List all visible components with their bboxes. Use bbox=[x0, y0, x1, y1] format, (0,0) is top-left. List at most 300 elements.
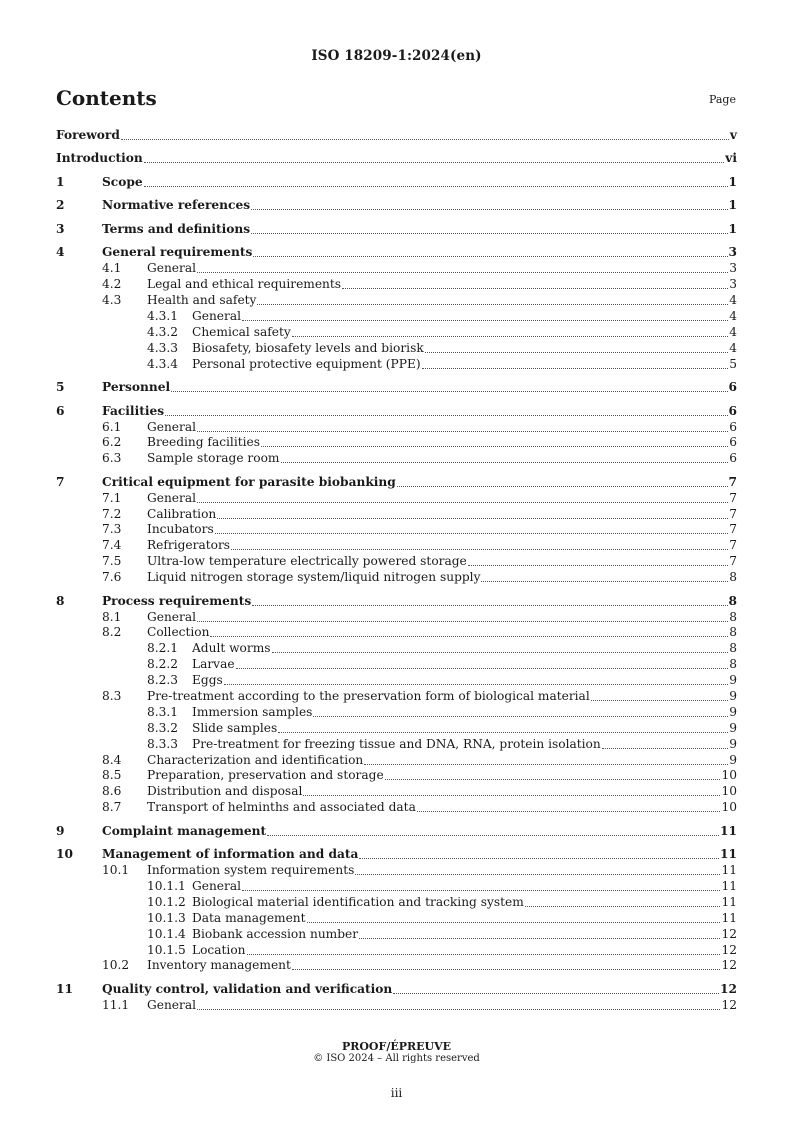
toc-entry-title[interactable]: Personnel bbox=[102, 380, 171, 395]
toc-entry-page[interactable]: 11 bbox=[720, 823, 737, 838]
toc-entry-page[interactable]: 6 bbox=[729, 451, 737, 466]
toc-entry-title[interactable]: Distribution and disposal bbox=[147, 784, 303, 799]
toc-entry-number: 4.3.2 bbox=[147, 324, 179, 339]
toc-entry[interactable] bbox=[56, 222, 737, 238]
toc-entry-page[interactable]: 9 bbox=[729, 673, 737, 688]
toc-entry-page[interactable]: 9 bbox=[729, 736, 737, 751]
toc-entry-line bbox=[147, 491, 737, 507]
toc-entry-line bbox=[102, 847, 737, 863]
toc-entry-line bbox=[147, 784, 737, 800]
toc-entry-page[interactable]: 9 bbox=[729, 752, 737, 767]
toc-entry[interactable] bbox=[56, 705, 737, 721]
toc-entry-line bbox=[192, 657, 737, 673]
toc-entry-number: 6.2 bbox=[102, 435, 122, 450]
toc-entry-page[interactable]: 4 bbox=[729, 340, 737, 355]
toc-entry-title[interactable]: General bbox=[192, 878, 241, 893]
toc-entry-line bbox=[102, 982, 737, 998]
toc-entry-number: 8.3.1 bbox=[147, 704, 179, 719]
toc-entry-page[interactable]: vi bbox=[725, 151, 737, 166]
toc-entry-page[interactable]: 12 bbox=[721, 958, 737, 973]
toc-entry-page[interactable]: 7 bbox=[729, 554, 737, 569]
toc-entry-title[interactable]: Personal protective equipment (PPE) bbox=[192, 356, 421, 371]
toc-entry-line bbox=[102, 824, 737, 840]
toc-entry-line bbox=[192, 641, 737, 657]
toc-entry-title[interactable]: Location bbox=[192, 942, 246, 957]
toc-entry[interactable] bbox=[56, 277, 737, 293]
toc-dot-leader bbox=[422, 357, 729, 369]
toc-entry-page[interactable]: 10 bbox=[721, 800, 737, 815]
toc-entry[interactable] bbox=[56, 404, 737, 420]
toc-entry[interactable] bbox=[56, 554, 737, 570]
proof-label: PROOF/ÉPREUVE bbox=[341, 1040, 452, 1053]
toc-entry-line bbox=[192, 927, 737, 943]
toc-entry-title[interactable]: General bbox=[147, 490, 196, 505]
toc-entry-title[interactable]: Foreword bbox=[56, 128, 120, 142]
toc-entry[interactable] bbox=[56, 689, 737, 705]
toc-entry-number: 6 bbox=[56, 403, 65, 418]
toc-entry[interactable] bbox=[56, 998, 737, 1014]
toc-dot-leader bbox=[417, 800, 721, 812]
toc-entry-title[interactable]: General bbox=[147, 609, 196, 624]
toc-entry-number: 8.2.2 bbox=[147, 657, 179, 672]
toc-entry-title[interactable]: Information system requirements bbox=[147, 863, 355, 878]
toc-entry[interactable] bbox=[56, 737, 737, 753]
toc-entry-number: 10.1.1 bbox=[147, 878, 186, 893]
toc-entry-page[interactable]: 4 bbox=[729, 308, 737, 323]
toc-entry-page[interactable]: 7 bbox=[728, 474, 737, 489]
toc-dot-leader bbox=[281, 451, 729, 463]
toc-entry-title[interactable]: Health and safety bbox=[147, 293, 257, 308]
toc-entry-title[interactable]: Pre-treatment for freezing tissue and DNA, RNA, protein isolation bbox=[192, 736, 601, 751]
copyright-notice: © ISO 2024 – All rights reserved bbox=[313, 1053, 480, 1064]
toc-dot-leader bbox=[210, 625, 728, 637]
toc-entry[interactable] bbox=[56, 151, 737, 167]
toc-entry[interactable] bbox=[56, 895, 737, 911]
toc-dot-leader bbox=[385, 768, 721, 780]
toc-dot-leader bbox=[359, 927, 720, 939]
toc-dot-leader bbox=[197, 420, 728, 432]
toc-dot-leader bbox=[251, 222, 727, 234]
toc-entry-page[interactable]: 11 bbox=[721, 910, 737, 925]
toc-entry[interactable] bbox=[56, 610, 737, 626]
toc-entry-page[interactable]: 7 bbox=[729, 490, 737, 505]
toc-entry-number: 10 bbox=[56, 847, 73, 862]
toc-entry-number: 4.2 bbox=[102, 277, 122, 292]
toc-entry-title[interactable]: Refrigerators bbox=[147, 538, 231, 553]
toc-dot-leader bbox=[252, 594, 727, 606]
toc-dot-leader bbox=[215, 522, 729, 534]
toc-entry-line bbox=[147, 768, 737, 784]
toc-entry-number: 7 bbox=[56, 474, 65, 489]
toc-entry-number: 8 bbox=[56, 593, 65, 608]
toc-entry-number: 8.1 bbox=[102, 609, 122, 624]
toc-dot-leader bbox=[121, 128, 729, 140]
toc-entry-page[interactable]: 1 bbox=[728, 174, 737, 189]
toc-entry-line bbox=[102, 175, 737, 191]
toc-entry-page[interactable]: 8 bbox=[729, 657, 737, 672]
toc-dot-leader bbox=[144, 151, 724, 163]
toc-entry[interactable] bbox=[56, 435, 737, 451]
toc-entry-title[interactable]: Liquid nitrogen storage system/liquid nitrogen supply bbox=[147, 570, 481, 585]
toc-entry-number: 8.3 bbox=[102, 688, 122, 703]
toc-entry-number: 3 bbox=[56, 221, 65, 236]
toc-entry-line bbox=[147, 522, 737, 538]
toc-dot-leader bbox=[253, 245, 727, 257]
toc-entry-line bbox=[102, 245, 737, 261]
toc-entry-title[interactable]: Ultra-low temperature electrically powered storage bbox=[147, 554, 467, 569]
toc-entry-number: 8.2 bbox=[102, 625, 122, 640]
toc-dot-leader bbox=[591, 689, 729, 701]
toc-entry-page[interactable]: 4 bbox=[729, 324, 737, 339]
toc-entry[interactable] bbox=[56, 721, 737, 737]
toc-entry-number: 8.2.1 bbox=[147, 641, 179, 656]
toc-entry-title[interactable]: Terms and definitions bbox=[102, 221, 251, 236]
toc-entry-page[interactable]: 6 bbox=[729, 419, 737, 434]
toc-entry-title[interactable]: Complaint management bbox=[102, 823, 267, 838]
toc-entry-title[interactable]: General bbox=[147, 419, 196, 434]
toc-entry-title[interactable]: Eggs bbox=[192, 673, 223, 688]
toc-entry-number: 6.1 bbox=[102, 419, 122, 434]
toc-entry-number: 8.5 bbox=[102, 768, 122, 783]
toc-entry-number: 7.2 bbox=[102, 506, 122, 521]
toc-entry-line bbox=[147, 753, 737, 769]
toc-entry[interactable] bbox=[56, 927, 737, 943]
toc-entry-title[interactable]: Sample storage room bbox=[147, 451, 280, 466]
toc-entry-title[interactable]: Biological material identification and tracking system bbox=[192, 894, 524, 909]
toc-entry-title[interactable]: Pre-treatment according to the preservation form of biological material bbox=[147, 688, 590, 703]
toc-entry-number: 7.6 bbox=[102, 570, 122, 585]
toc-entry-line bbox=[192, 943, 737, 959]
toc-entry-page[interactable]: 7 bbox=[729, 506, 737, 521]
toc-entry-number: 7.4 bbox=[102, 538, 122, 553]
toc-entry-number: 4 bbox=[56, 245, 65, 260]
toc-entry-number: 8.3.3 bbox=[147, 736, 179, 751]
toc-entry[interactable] bbox=[56, 309, 737, 325]
toc-entry-line bbox=[192, 357, 737, 373]
toc-entry-page[interactable]: 8 bbox=[729, 641, 737, 656]
toc-dot-leader bbox=[359, 847, 719, 859]
toc-entry[interactable] bbox=[56, 380, 737, 396]
toc-entry-title[interactable]: Slide samples bbox=[192, 720, 278, 735]
toc-entry-line bbox=[192, 341, 737, 357]
toc-dot-leader bbox=[231, 538, 728, 550]
toc-entry-line bbox=[56, 128, 737, 144]
toc-entry-line bbox=[147, 277, 737, 293]
toc-entry-title[interactable]: Breeding facilities bbox=[147, 435, 260, 450]
toc-entry[interactable] bbox=[56, 800, 737, 816]
toc-entry-line bbox=[147, 507, 737, 523]
toc-dot-leader bbox=[602, 737, 728, 749]
toc-entry-line bbox=[147, 554, 737, 570]
toc-entry-page[interactable]: 11 bbox=[720, 847, 737, 862]
toc-entry-title[interactable]: General bbox=[147, 261, 196, 276]
toc-entry-page[interactable]: 9 bbox=[729, 688, 737, 703]
toc-entry-title[interactable]: Inventory management bbox=[147, 958, 291, 973]
toc-entry-line bbox=[192, 911, 737, 927]
toc-entry-number: 10.2 bbox=[102, 958, 130, 973]
toc-entry-title[interactable]: Biosafety, biosafety levels and biorisk bbox=[192, 340, 424, 355]
toc-entry-line bbox=[147, 625, 737, 641]
toc-entry-page[interactable]: 1 bbox=[728, 198, 737, 213]
toc-entry-number: 11.1 bbox=[102, 997, 130, 1012]
toc-entry-line bbox=[192, 721, 737, 737]
toc-entry[interactable] bbox=[56, 982, 737, 998]
toc-entry-page[interactable]: 3 bbox=[729, 261, 737, 276]
toc-entry[interactable] bbox=[56, 420, 737, 436]
toc-entry-number: 7.1 bbox=[102, 490, 122, 505]
toc-dot-leader bbox=[481, 570, 728, 582]
toc-entry-number: 2 bbox=[56, 198, 65, 213]
page-number: iii bbox=[390, 1086, 403, 1100]
toc-dot-leader bbox=[242, 309, 728, 321]
toc-entry-title[interactable]: Critical equipment for parasite biobanking bbox=[102, 474, 396, 489]
toc-dot-leader bbox=[303, 784, 720, 796]
toc-entry-page[interactable]: 10 bbox=[721, 784, 737, 799]
toc-entry-line bbox=[147, 420, 737, 436]
toc-entry-title[interactable]: Facilities bbox=[102, 403, 165, 418]
toc-entry[interactable] bbox=[56, 325, 737, 341]
toc-entry-title[interactable]: Larvae bbox=[192, 657, 235, 672]
toc-entry-page[interactable]: 8 bbox=[729, 625, 737, 640]
toc-entry[interactable] bbox=[56, 594, 737, 610]
toc-entry[interactable] bbox=[56, 522, 737, 538]
toc-entry-title[interactable]: Normative references bbox=[102, 198, 251, 213]
toc-entry-number: 4.3.4 bbox=[147, 356, 179, 371]
toc-entry-page[interactable]: 12 bbox=[721, 926, 737, 941]
toc-entry-number: 8.6 bbox=[102, 784, 122, 799]
toc-entry[interactable] bbox=[56, 768, 737, 784]
toc-entry-line bbox=[102, 475, 737, 491]
toc-entry-title[interactable]: Preparation, preservation and storage bbox=[147, 768, 384, 783]
toc-entry-page[interactable]: 3 bbox=[729, 277, 737, 292]
toc-entry-title[interactable]: Adult worms bbox=[192, 641, 271, 656]
toc-entry-number: 6.3 bbox=[102, 451, 122, 466]
toc-entry-page[interactable]: 9 bbox=[729, 704, 737, 719]
toc-entry-page[interactable]: 9 bbox=[729, 720, 737, 735]
toc-dot-leader bbox=[261, 435, 728, 447]
toc-entry-title[interactable]: Quality control, validation and verification bbox=[102, 981, 393, 996]
toc-entry-page[interactable]: 8 bbox=[728, 593, 737, 608]
toc-entry[interactable] bbox=[56, 958, 737, 974]
toc-entry[interactable] bbox=[56, 943, 737, 959]
toc-dot-leader bbox=[425, 341, 729, 353]
toc-entry[interactable] bbox=[56, 198, 737, 214]
toc-entry-title[interactable]: Immersion samples bbox=[192, 704, 313, 719]
page-title: Contents bbox=[56, 86, 157, 110]
table-of-contents bbox=[56, 128, 737, 1014]
toc-entry-page[interactable]: 7 bbox=[729, 538, 737, 553]
toc-entry-line bbox=[147, 435, 737, 451]
toc-entry-page[interactable]: 6 bbox=[728, 380, 737, 395]
toc-entry-page[interactable]: 11 bbox=[721, 894, 737, 909]
toc-entry-line bbox=[102, 198, 737, 214]
toc-entry[interactable] bbox=[56, 475, 737, 491]
toc-dot-leader bbox=[171, 380, 727, 392]
toc-entry-title[interactable]: Scope bbox=[102, 174, 143, 189]
toc-entry-number: 10.1.5 bbox=[147, 942, 186, 957]
toc-entry-page[interactable]: 4 bbox=[729, 293, 737, 308]
toc-entry-page[interactable]: 11 bbox=[721, 878, 737, 893]
toc-entry-page[interactable]: 8 bbox=[729, 609, 737, 624]
toc-entry-line bbox=[192, 705, 737, 721]
toc-dot-leader bbox=[217, 507, 728, 519]
toc-entry-line bbox=[192, 879, 737, 895]
toc-entry-number: 10.1.4 bbox=[147, 926, 186, 941]
toc-entry-page[interactable]: 10 bbox=[721, 768, 737, 783]
toc-entry-line bbox=[147, 998, 737, 1014]
toc-entry-number: 8.2.3 bbox=[147, 673, 179, 688]
toc-entry[interactable] bbox=[56, 625, 737, 641]
toc-entry-page[interactable]: v bbox=[729, 128, 737, 142]
toc-entry[interactable] bbox=[56, 657, 737, 673]
toc-dot-leader bbox=[197, 261, 728, 273]
toc-entry-line bbox=[147, 261, 737, 277]
toc-entry-title[interactable]: Legal and ethical requirements bbox=[147, 277, 342, 292]
document-header: ISO 18209-1:2024(en) bbox=[311, 48, 482, 64]
toc-dot-leader bbox=[144, 175, 728, 187]
toc-entry[interactable] bbox=[56, 673, 737, 689]
toc-entry-title[interactable]: Chemical safety bbox=[192, 324, 291, 339]
toc-entry-title[interactable]: Data management bbox=[192, 910, 306, 925]
toc-entry[interactable] bbox=[56, 507, 737, 523]
toc-entry[interactable] bbox=[56, 847, 737, 863]
toc-entry-title[interactable]: Incubators bbox=[147, 522, 214, 537]
toc-entry-title[interactable]: General bbox=[192, 308, 241, 323]
toc-entry-number: 4.3 bbox=[102, 293, 122, 308]
toc-entry[interactable] bbox=[56, 128, 737, 144]
toc-entry-title[interactable]: Biobank accession number bbox=[192, 926, 359, 941]
toc-entry[interactable] bbox=[56, 753, 737, 769]
toc-entry[interactable] bbox=[56, 824, 737, 840]
toc-dot-leader bbox=[393, 982, 719, 994]
toc-entry-page[interactable]: 11 bbox=[721, 863, 737, 878]
toc-dot-leader bbox=[313, 705, 728, 717]
toc-dot-leader bbox=[236, 657, 729, 669]
toc-dot-leader bbox=[364, 753, 728, 765]
toc-entry-number: 5 bbox=[56, 380, 65, 395]
toc-dot-leader bbox=[242, 879, 720, 891]
toc-dot-leader bbox=[355, 863, 720, 875]
toc-entry-line bbox=[147, 689, 737, 705]
toc-entry-number: 11 bbox=[56, 981, 73, 996]
toc-dot-leader bbox=[257, 293, 728, 305]
toc-entry[interactable] bbox=[56, 784, 737, 800]
toc-entry-line bbox=[102, 380, 737, 396]
toc-dot-leader bbox=[342, 277, 728, 289]
toc-entry-title[interactable]: General bbox=[147, 997, 196, 1012]
toc-entry-number: 1 bbox=[56, 174, 65, 189]
toc-entry[interactable] bbox=[56, 245, 737, 261]
toc-entry-page[interactable]: 1 bbox=[728, 221, 737, 236]
toc-entry-number: 8.4 bbox=[102, 752, 122, 767]
toc-dot-leader bbox=[197, 491, 728, 503]
toc-entry-number: 10.1.3 bbox=[147, 910, 186, 925]
toc-entry-page[interactable]: 3 bbox=[728, 245, 737, 260]
page-column-label: Page bbox=[708, 93, 736, 106]
toc-dot-leader bbox=[267, 824, 719, 836]
toc-entry-line bbox=[147, 610, 737, 626]
toc-entry-line bbox=[147, 958, 737, 974]
toc-dot-leader bbox=[397, 475, 728, 487]
toc-entry-line bbox=[147, 293, 737, 309]
toc-entry-page[interactable]: 8 bbox=[729, 570, 737, 585]
toc-dot-leader bbox=[468, 554, 728, 566]
toc-entry-line bbox=[192, 737, 737, 753]
toc-dot-leader bbox=[307, 911, 721, 923]
toc-entry-number: 4.3.1 bbox=[147, 308, 179, 323]
toc-entry-title[interactable]: Process requirements bbox=[102, 593, 252, 608]
toc-entry-number: 7.3 bbox=[102, 522, 122, 537]
toc-entry-line bbox=[102, 222, 737, 238]
toc-entry[interactable] bbox=[56, 538, 737, 554]
toc-dot-leader bbox=[251, 198, 727, 210]
toc-entry-number: 4.3.3 bbox=[147, 340, 179, 355]
toc-dot-leader bbox=[292, 958, 721, 970]
toc-entry-number: 10.1 bbox=[102, 863, 130, 878]
toc-dot-leader bbox=[525, 895, 721, 907]
toc-dot-leader bbox=[247, 943, 721, 955]
toc-entry[interactable] bbox=[56, 261, 737, 277]
toc-entry-page[interactable]: 12 bbox=[721, 997, 737, 1012]
toc-entry-line bbox=[147, 451, 737, 467]
toc-entry[interactable] bbox=[56, 341, 737, 357]
toc-entry-page[interactable]: 7 bbox=[729, 522, 737, 537]
toc-dot-leader bbox=[165, 404, 727, 416]
toc-entry-page[interactable]: 5 bbox=[729, 356, 737, 371]
toc-dot-leader bbox=[278, 721, 728, 733]
toc-entry-page[interactable]: 12 bbox=[721, 942, 737, 957]
toc-dot-leader bbox=[224, 673, 728, 685]
toc-entry-line bbox=[192, 325, 737, 341]
toc-entry-page[interactable]: 6 bbox=[728, 403, 737, 418]
toc-entry-line bbox=[147, 800, 737, 816]
toc-entry[interactable] bbox=[56, 293, 737, 309]
toc-entry[interactable] bbox=[56, 570, 737, 586]
toc-entry[interactable] bbox=[56, 641, 737, 657]
toc-entry-line bbox=[192, 309, 737, 325]
toc-entry[interactable] bbox=[56, 911, 737, 927]
toc-entry-title[interactable]: Calibration bbox=[147, 506, 217, 521]
toc-entry-line bbox=[192, 673, 737, 689]
toc-entry[interactable] bbox=[56, 357, 737, 373]
toc-entry-line bbox=[147, 863, 737, 879]
toc-entry-title[interactable]: Collection bbox=[147, 625, 210, 640]
toc-entry[interactable] bbox=[56, 175, 737, 191]
toc-entry-page[interactable]: 6 bbox=[729, 435, 737, 450]
toc-entry[interactable] bbox=[56, 863, 737, 879]
toc-entry-title[interactable]: Introduction bbox=[56, 151, 143, 166]
toc-entry-number: 4.1 bbox=[102, 261, 122, 276]
toc-entry-title[interactable]: Characterization and identification bbox=[147, 752, 364, 767]
toc-entry-line bbox=[102, 404, 737, 420]
toc-dot-leader bbox=[197, 998, 720, 1010]
toc-entry-line bbox=[56, 151, 737, 167]
toc-entry[interactable] bbox=[56, 879, 737, 895]
toc-entry-title[interactable]: General requirements bbox=[102, 245, 253, 260]
toc-entry[interactable] bbox=[56, 491, 737, 507]
toc-entry-title[interactable]: Transport of helminths and associated data bbox=[147, 800, 416, 815]
toc-dot-leader bbox=[272, 641, 729, 653]
toc-entry-page[interactable]: 12 bbox=[720, 981, 737, 996]
toc-entry-number: 8.3.2 bbox=[147, 720, 179, 735]
toc-entry-number: 8.7 bbox=[102, 800, 122, 815]
toc-entry[interactable] bbox=[56, 451, 737, 467]
toc-entry-title[interactable]: Management of information and data bbox=[102, 847, 359, 862]
toc-dot-leader bbox=[292, 325, 729, 337]
toc-entry-line bbox=[102, 594, 737, 610]
toc-entry-line bbox=[192, 895, 737, 911]
toc-entry-number: 9 bbox=[56, 823, 65, 838]
